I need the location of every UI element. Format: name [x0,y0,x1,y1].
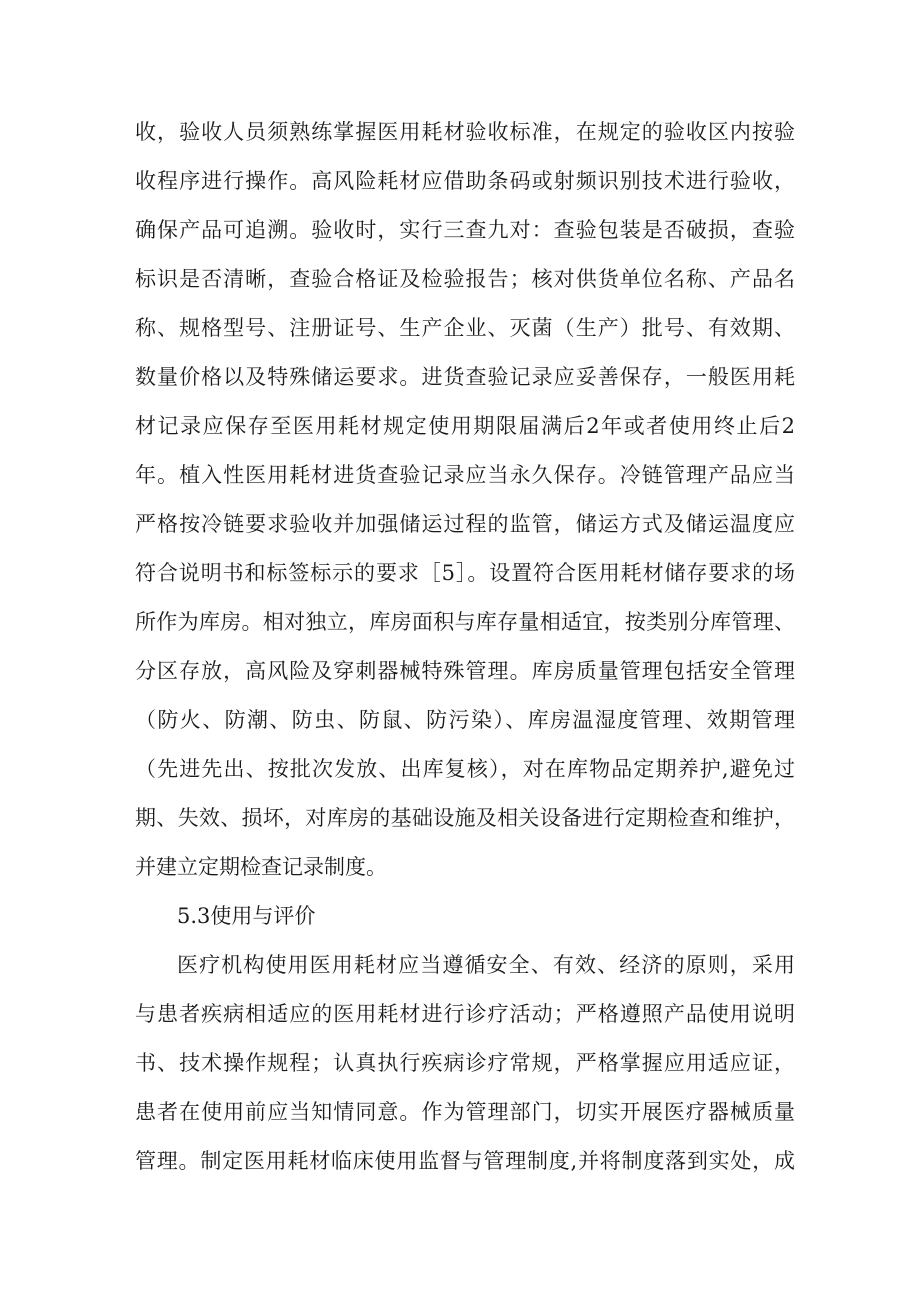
paragraph-line: 分区存放，高风险及穿刺器械特殊管理。库房质量管理包括安全管理 [135,659,795,683]
paragraph-line: 书、技术操作规程；认真执行疾病诊疗常规，严格掌握应用适应证， [135,1051,795,1075]
paragraph-line: 收程序进行操作。高风险耗材应借助条码或射频识别技术进行验收， [135,169,795,193]
paragraph-line: 期、失效、损坏，对库房的基础设施及相关设备进行定期检查和维护， [135,806,795,830]
paragraph-line: （防火、防潮、防虫、防鼠、防污染）、库房温湿度管理、效期管理 [135,708,795,732]
paragraph-line: 收，验收人员须熟练掌握医用耗材验收标准，在规定的验收区内按验 [135,120,795,144]
paragraph-line: 所作为库房。相对独立，库房面积与库存量相适宜，按类别分库管理、 [135,610,795,634]
paragraph-line: 材记录应保存至医用耗材规定使用期限届满后2年或者使用终止后2 [135,414,795,438]
paragraph-line: 称、规格型号、注册证号、生产企业、灭菌（生产）批号、有效期、 [135,316,795,340]
paragraph-line: 数量价格以及特殊储运要求。进货查验记录应妥善保存，一般医用耗 [135,365,795,389]
paragraph-line: 管理。制定医用耗材临床使用监督与管理制度,并将制度落到实处，成 [135,1149,795,1173]
paragraph-line: （先进先出、按批次发放、出库复核），对在库物品定期养护,避免过 [135,757,795,781]
paragraph-line: 医疗机构使用医用耗材应当遵循安全、有效、经济的原则，采用 [177,953,795,977]
section-heading: 5.3使用与评价 [177,904,316,928]
paragraph-line: 并建立定期检查记录制度。 [135,855,387,879]
paragraph-line: 年。植入性医用耗材进货查验记录应当永久保存。冷链管理产品应当 [135,463,795,487]
paragraph-line: 符合说明书和标签标示的要求［5］。设置符合医用耗材储存要求的场 [135,561,795,585]
paragraph-line: 确保产品可追溯。验收时，实行三查九对：查验包装是否破损，查验 [135,218,795,242]
paragraph-line: 患者在使用前应当知情同意。作为管理部门，切实开展医疗器械质量 [135,1100,795,1124]
paragraph-line: 标识是否清晰，查验合格证及检验报告；核对供货单位名称、产品名 [135,267,795,291]
paragraph-line: 与患者疾病相适应的医用耗材进行诊疗活动；严格遵照产品使用说明 [135,1002,795,1026]
paragraph-line: 严格按冷链要求验收并加强储运过程的监管，储运方式及储运温度应 [135,512,795,536]
